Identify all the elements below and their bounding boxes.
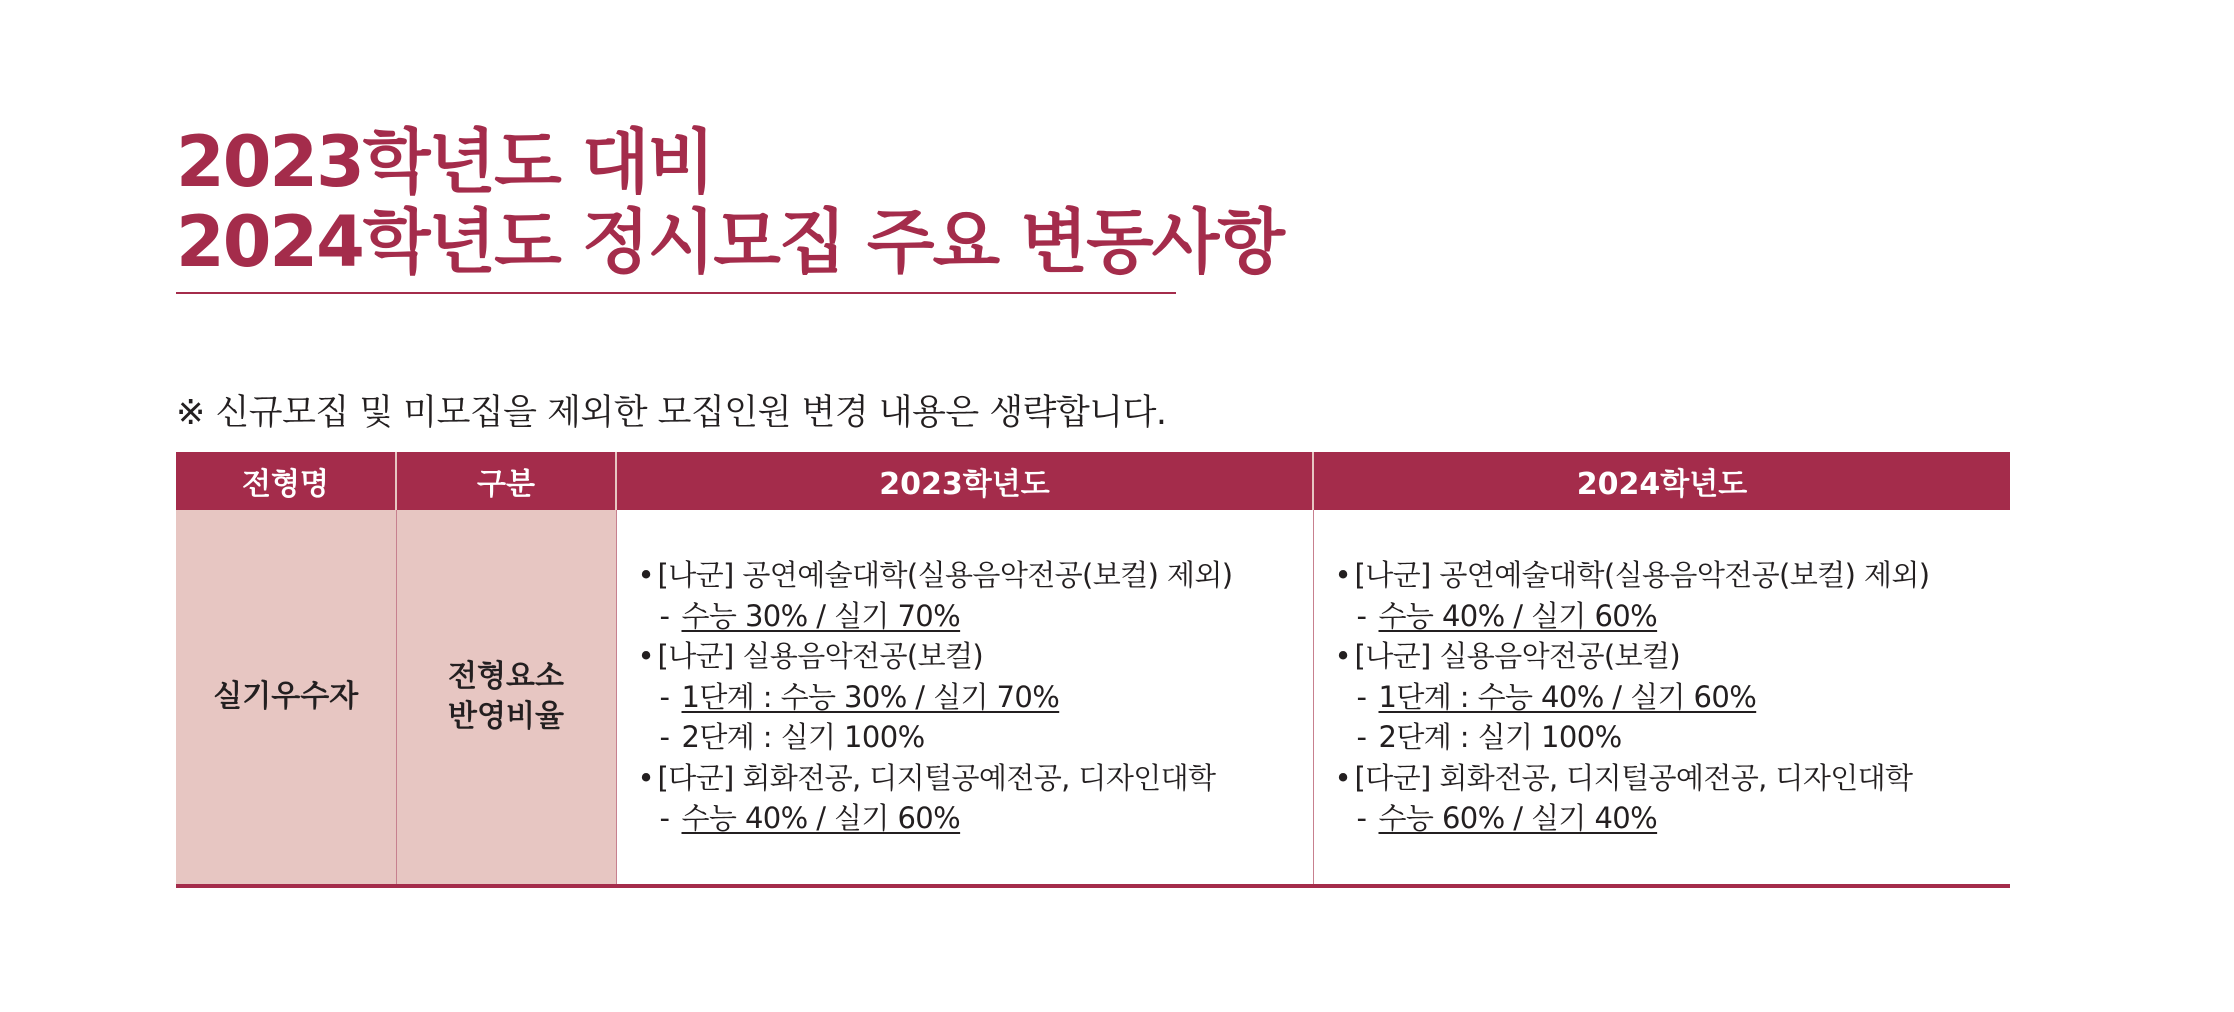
admission-type-cell: 실기우수자 [176, 510, 396, 886]
list-subitem-text: 2단계 : 실기 100% [681, 720, 925, 755]
list-subitem-text: 1단계 : 수능 30% / 실기 70% [681, 679, 1060, 714]
dash-icon: - [659, 720, 670, 755]
list-item [1335, 636, 2011, 677]
bullet-icon: • [637, 760, 655, 795]
list-subitem [1335, 798, 2011, 839]
category-line-1: 전형요소 [448, 659, 564, 694]
dash-icon: - [659, 801, 670, 836]
dash-icon: - [1356, 801, 1367, 836]
bullet-icon: • [637, 639, 655, 674]
list-item [1335, 555, 2011, 596]
list-subitem [638, 677, 1313, 718]
list-subitem [1335, 677, 2011, 718]
list-item [1335, 758, 2011, 799]
dash-icon: - [1356, 598, 1367, 633]
list-item-text: [나군] 실용음악전공(보컬) [657, 639, 984, 674]
header-year-2023: 2023학년도 [616, 452, 1313, 510]
bullet-icon: • [1334, 558, 1352, 593]
list-subitem-text: 1단계 : 수능 40% / 실기 60% [1378, 679, 1757, 714]
bullet-icon: • [1334, 639, 1352, 674]
dash-icon: - [1356, 720, 1367, 755]
dash-icon: - [1356, 679, 1367, 714]
header-admission-type: 전형명 [176, 452, 396, 510]
dash-icon: - [659, 598, 670, 633]
table-row [176, 510, 2010, 886]
bullet-icon: • [1334, 760, 1352, 795]
category-cell [396, 510, 616, 886]
changes-table [176, 452, 2010, 888]
year-2023-cell [616, 510, 1313, 886]
list-subitem-text: 수능 60% / 실기 40% [1378, 801, 1658, 836]
title-line-1: 2023학년도 대비 [176, 121, 714, 203]
table-header-row [176, 452, 2010, 510]
list-subitem-text: 수능 30% / 실기 70% [681, 598, 961, 633]
list-item [638, 636, 1313, 677]
dash-icon: - [659, 679, 670, 714]
list-subitem-text: 수능 40% / 실기 60% [1378, 598, 1658, 633]
bullet-icon: • [637, 558, 655, 593]
title-line-2: 2024학년도 정시모집 주요 변동사항 [176, 201, 1283, 283]
list-subitem [638, 596, 1313, 637]
list-item [638, 758, 1313, 799]
list-subitem-text: 수능 40% / 실기 60% [681, 801, 961, 836]
list-subitem [638, 798, 1313, 839]
list-item-text: [다군] 회화전공, 디지털공예전공, 디자인대학 [1354, 760, 1913, 795]
notice-text: ※ 신규모집 및 미모집을 제외한 모집인원 변경 내용은 생략합니다. [176, 393, 1167, 433]
title-underline [176, 292, 1176, 294]
list-item [638, 555, 1313, 596]
list-item-text: [다군] 회화전공, 디지털공예전공, 디자인대학 [657, 760, 1216, 795]
year-2024-cell [1313, 510, 2010, 886]
header-year-2024: 2024학년도 [1313, 452, 2010, 510]
list-item-text: [나군] 실용음악전공(보컬) [1354, 639, 1681, 674]
list-item-text: [나군] 공연예술대학(실용음악전공(보컬) 제외) [1354, 558, 1930, 593]
list-subitem [638, 717, 1313, 758]
header-category: 구분 [396, 452, 616, 510]
list-item-text: [나군] 공연예술대학(실용음악전공(보컬) 제외) [657, 558, 1233, 593]
list-subitem [1335, 596, 2011, 637]
page-title [176, 122, 1283, 282]
list-subitem-text: 2단계 : 실기 100% [1378, 720, 1622, 755]
category-line-2: 반영비율 [448, 699, 564, 734]
list-subitem [1335, 717, 2011, 758]
